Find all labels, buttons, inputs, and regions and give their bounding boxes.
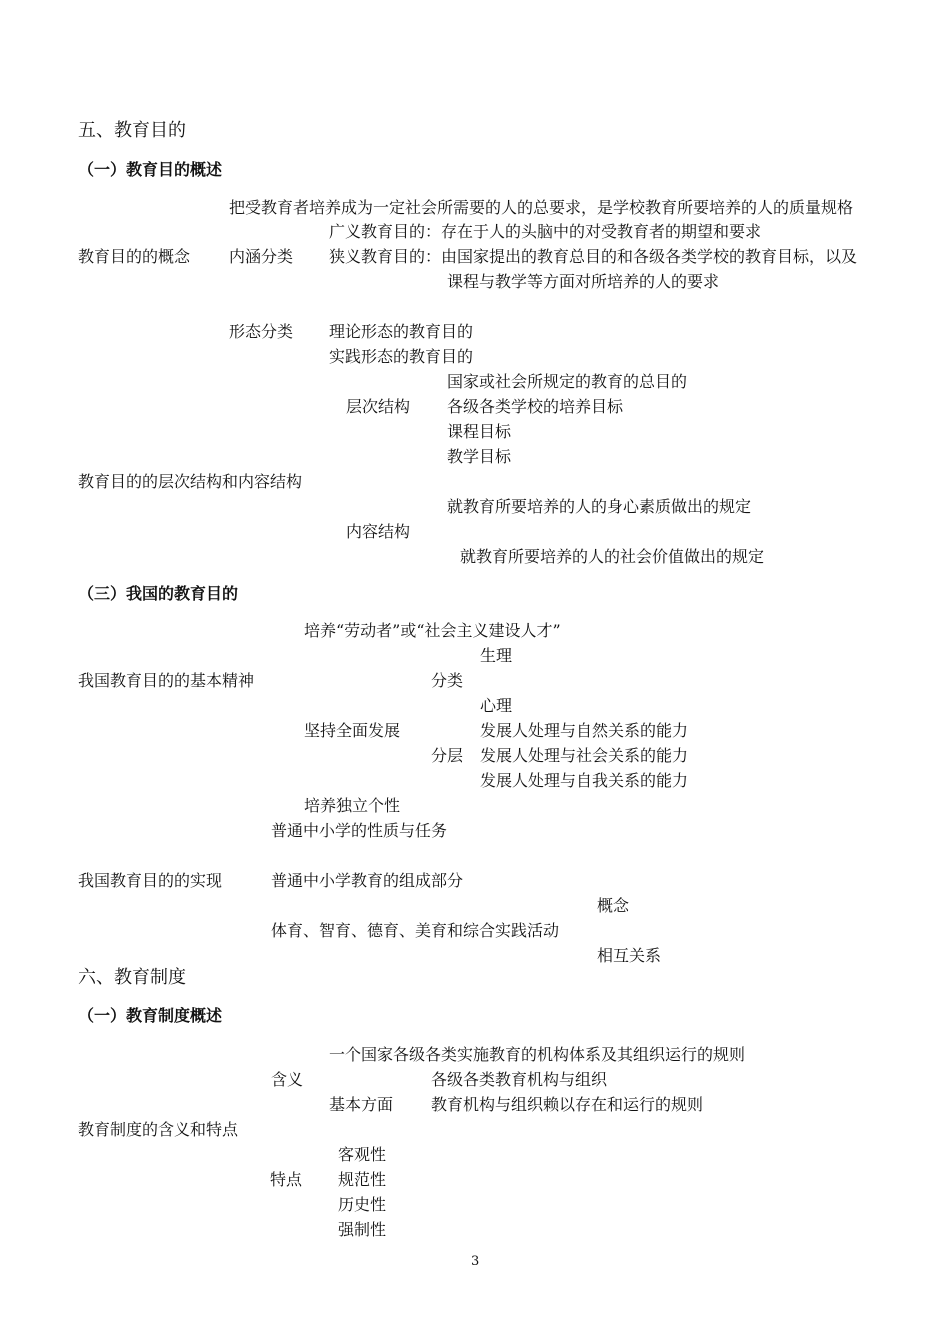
five-education-item: 概念 [597, 896, 630, 915]
form-item: 实践形态的教育目的 [329, 347, 474, 366]
meaning-label: 含义 [271, 1070, 304, 1089]
cultivate-workers: 培养“劳动者”或“社会主义建设人才” [304, 621, 561, 640]
classify-label: 分类 [431, 671, 464, 690]
feature-item: 规范性 [338, 1170, 387, 1189]
layer-item: 发展人处理与社会关系的能力 [480, 746, 689, 765]
classify-item: 生理 [480, 646, 513, 665]
level-item: 课程目标 [447, 422, 512, 441]
system-definition: 一个国家各级各类实施教育的机构体系及其组织运行的规则 [329, 1045, 746, 1064]
layer-item: 发展人处理与自然关系的能力 [480, 721, 689, 740]
structure-label: 教育目的的层次结构和内容结构 [78, 472, 303, 491]
feature-item: 客观性 [338, 1145, 387, 1164]
layer-label: 分层 [431, 746, 464, 765]
five-educations: 体育、智育、德育、美育和综合实践活动 [271, 921, 560, 940]
level-label: 层次结构 [346, 397, 411, 416]
system-label: 教育制度的含义和特点 [78, 1120, 239, 1139]
concept-label: 教育目的的概念 [78, 247, 191, 266]
broad-aim: 广义教育目的：存在于人的头脑中的对受教育者的期望和要求 [329, 222, 762, 241]
narrow-aim-line-2: 课程与教学等方面对所培养的人的要求 [447, 272, 720, 291]
content-label: 内容结构 [346, 522, 411, 541]
content-item: 就教育所要培养的人的社会价值做出的规定 [460, 547, 765, 566]
level-item: 国家或社会所规定的教育的总目的 [447, 372, 688, 391]
basic-item: 各级各类教育机构与组织 [431, 1070, 608, 1089]
feature-item: 强制性 [338, 1220, 387, 1239]
form-label: 形态分类 [229, 322, 294, 341]
realize-label: 我国教育目的的实现 [78, 871, 223, 890]
layer-item: 发展人处理与自我关系的能力 [480, 771, 689, 790]
section-6-title: 六、教育制度 [78, 967, 186, 988]
individuality: 培养独立个性 [304, 796, 401, 815]
subsection-6-1-title: （一）教育制度概述 [78, 1006, 223, 1025]
content-item: 就教育所要培养的人的身心素质做出的规定 [447, 497, 752, 516]
connotation-label: 内涵分类 [229, 247, 294, 266]
page-number: 3 [471, 1254, 480, 1269]
school-nature: 普通中小学的性质与任务 [271, 821, 448, 840]
school-components: 普通中小学教育的组成部分 [271, 871, 464, 890]
comprehensive-development: 坚持全面发展 [304, 721, 401, 740]
feature-item: 历史性 [338, 1195, 387, 1214]
spirit-label: 我国教育目的的基本精神 [78, 671, 255, 690]
level-item: 教学目标 [447, 447, 512, 466]
section-5-title: 五、教育目的 [78, 120, 186, 141]
level-item: 各级各类学校的培养目标 [447, 397, 624, 416]
concept-definition: 把受教育者培养成为一定社会所需要的人的总要求，是学校教育所要培养的人的质量规格 [229, 198, 854, 217]
form-item: 理论形态的教育目的 [329, 322, 474, 341]
subsection-1-title: （一）教育目的概述 [78, 160, 223, 179]
basic-item: 教育机构与组织赖以存在和运行的规则 [431, 1095, 704, 1114]
subsection-3-title: （三）我国的教育目的 [78, 584, 239, 603]
classify-item: 心理 [480, 696, 513, 715]
features-label: 特点 [270, 1170, 303, 1189]
narrow-aim-line-1: 狭义教育目的：由国家提出的教育总目的和各级各类学校的教育目标，以及 [329, 247, 858, 266]
five-education-item: 相互关系 [597, 946, 662, 965]
basic-label: 基本方面 [329, 1095, 394, 1114]
